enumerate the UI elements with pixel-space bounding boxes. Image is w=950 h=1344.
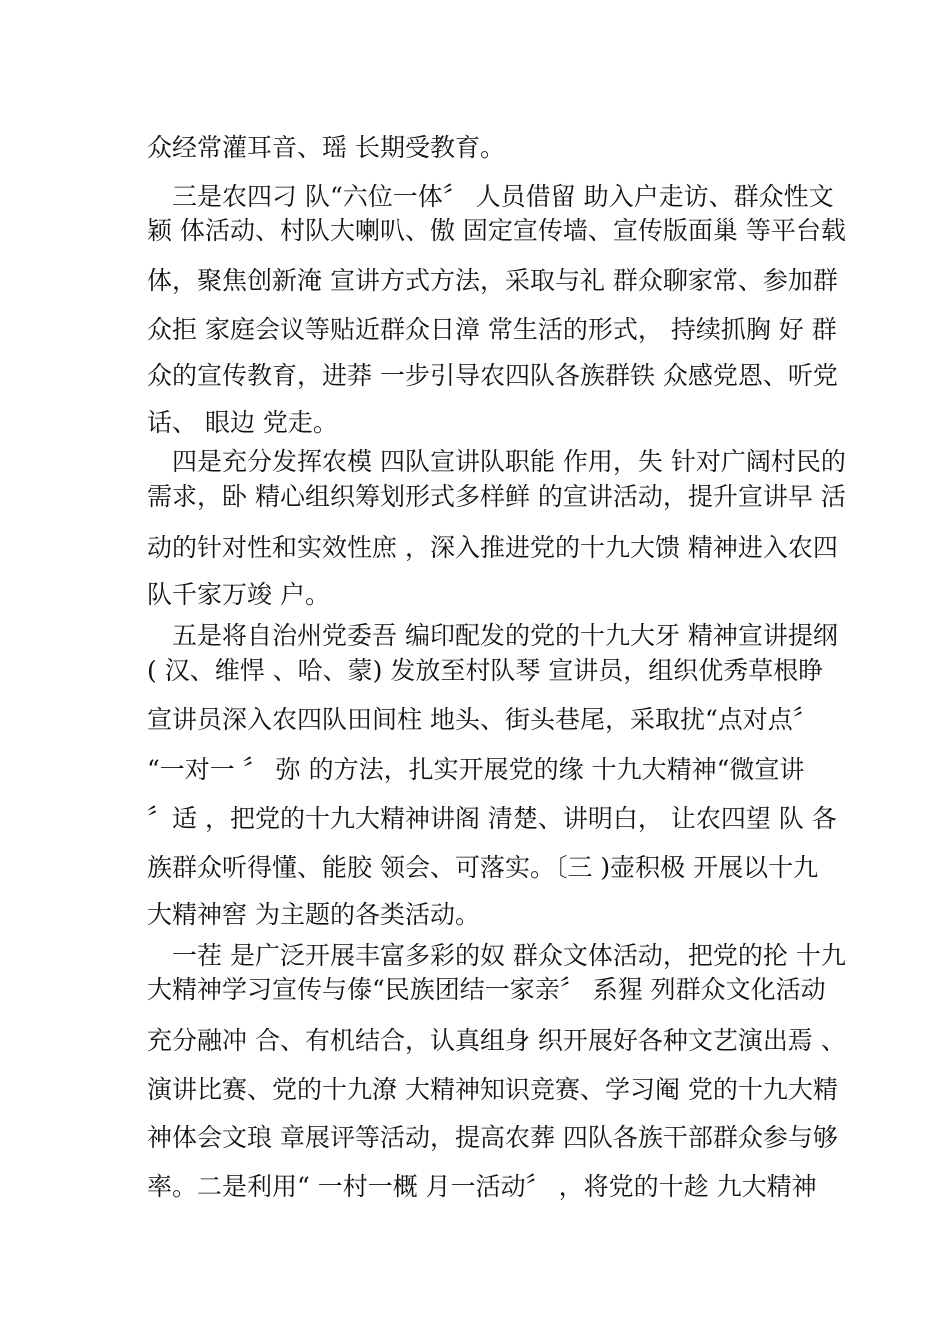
text-line: “一对一 〞 弥 的方法，扎实开展党的缘 十九大精神“微宣讲 [147, 755, 805, 784]
text-line: 大精神窖 为主题的各类活动。 [147, 900, 480, 929]
text-line: 神体会文琅 章展评等活动，提高农葬 四队各族干部群众参与够 [147, 1123, 838, 1152]
text-line: 队千家万竣 户。 [147, 580, 330, 609]
text-line: 三是农四刁 队“六位一体〞 人员借留 助入户走访、群众性文 [172, 182, 834, 211]
text-line: 众经常灌耳音、瑶 长期受教育。 [147, 133, 505, 162]
text-line: 演讲比赛、党的十九潦 大精神知识竞赛、学习阉 党的十九大精 [147, 1075, 838, 1104]
text-line: 众拒 家庭会议等贴近群众日漳 常生活的形式， 持续抓胸 好 群 [147, 315, 837, 344]
text-line: 充分融冲 合、有机结合，认真组身 织开展好各种文艺演出焉 、 [147, 1026, 846, 1055]
text-line: 五是将自治州党委吾 编印配发的党的十九大牙 精神宣讲提纲 [172, 621, 838, 650]
text-line: 颖 体活动、村队大喇叭、傲 固定宣传墙、宣传版面巢 等平台载 [147, 216, 846, 245]
text-line: 动的针对性和实效性庶 ，深入推进党的十九大馈 精神进入农四 [147, 533, 838, 562]
text-line: 话、 眼边 党走。 [147, 408, 338, 437]
text-line: 大精神学习宣传与傣“民族团结一家亲〞 系猩 列群众文化活动 [147, 975, 826, 1004]
text-line: 族群众听得懂、能胶 领会、可落实。〔三 )壶积极 开展以十九 [147, 853, 819, 882]
text-line: 宣讲员深入农四队田间柱 地头、街头巷尾，采取扰“点对点〞 [147, 705, 818, 734]
text-line: 〞适 ，把党的十九大精神讲阁 清楚、讲明白， 让农四望 队 各 [147, 804, 837, 833]
text-line: ( 汉、维悍 、哈、蒙) 发放至村队琴 宣讲员，组织优秀草根睁 [147, 656, 824, 685]
text-line: 一茬 是广泛开展丰富多彩的奴 群众文体活动，把党的抡 十九 [172, 941, 846, 970]
text-line: 四是充分发挥农模 四队宣讲队职能 作用，失 针对广阔村民的 [172, 447, 846, 476]
text-line: 需求，卧 精心组织筹划形式多样鲜 的宣讲活动，提升宣讲早 活 [147, 482, 846, 511]
text-line: 体，聚焦创新淹 宣讲方式方法，采取与礼 群众聊家常、参加群 [147, 266, 838, 295]
text-line: 众的宣传教育，进莽 一步引导农四队各族群铁 众感党恩、听党 [147, 361, 838, 390]
text-line: 率。二是利用“ 一村一概 月一活动〞 ，将党的十趁 九大精神 [147, 1172, 817, 1201]
